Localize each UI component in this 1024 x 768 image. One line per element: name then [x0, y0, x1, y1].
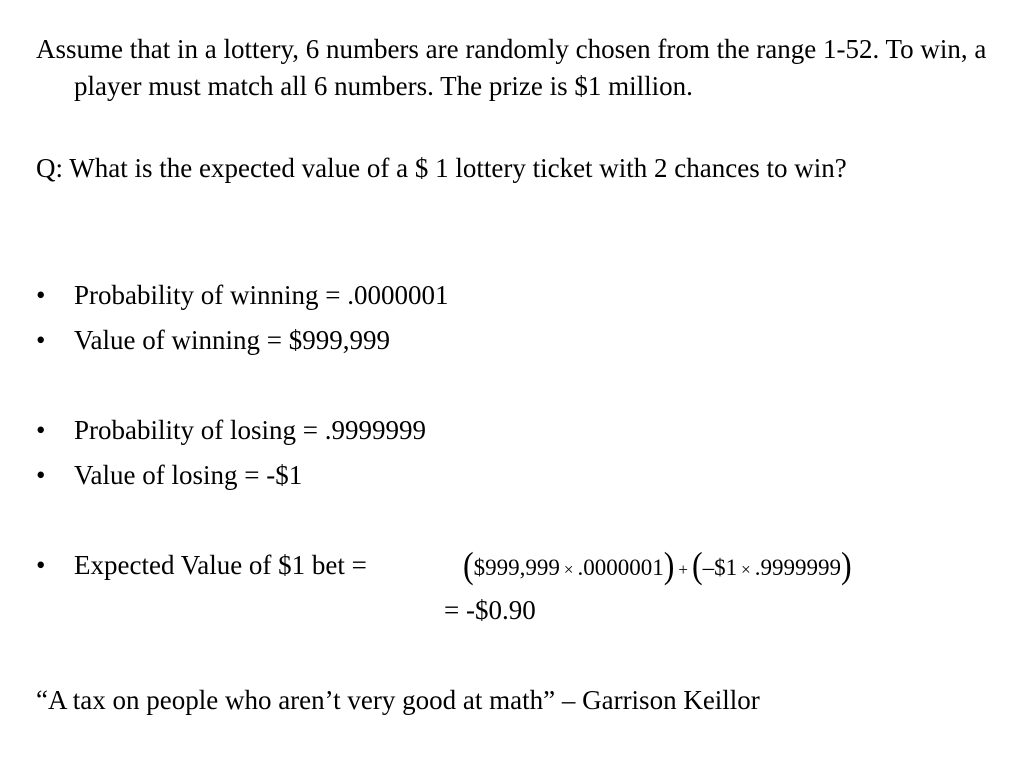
formula-winning-probability: .0000001 — [577, 555, 664, 580]
formula-close-paren: ) — [663, 544, 675, 586]
bullet-text: Probability of winning = .0000001 — [74, 280, 449, 310]
bullet-marker: • — [36, 415, 46, 445]
expected-value-formula — [463, 545, 852, 590]
bullet-text: Value of losing = -$1 — [74, 460, 303, 490]
bullet-marker: • — [36, 280, 46, 310]
bullet-text: Value of winning = $999,999 — [74, 325, 390, 355]
question-paragraph: Q: What is the expected value of a $ 1 lottery ticket with 2 chances to win? — [36, 153, 847, 183]
bullet-marker: • — [36, 550, 46, 580]
bullet-probability-winning — [36, 277, 448, 314]
formula-open-paren: ( — [692, 544, 703, 586]
formula-close-paren: ) — [841, 544, 852, 586]
formula-times-sign: × — [563, 560, 574, 579]
bullet-value-winning — [36, 322, 390, 359]
bullet-expected-value — [36, 547, 367, 584]
bullet-text: Expected Value of $1 bet = — [74, 550, 367, 580]
formula-open-paren: ( — [463, 544, 474, 586]
bullet-marker: • — [36, 460, 46, 490]
formula-times-sign: × — [741, 560, 751, 579]
formula-losing-value: –$1 — [702, 555, 738, 580]
expected-value-result: = -$0.90 — [444, 595, 536, 625]
bullet-text: Probability of losing = .9999999 — [74, 415, 426, 445]
bullet-probability-losing — [36, 412, 426, 449]
formula-winning-value: $999,999 — [473, 555, 560, 580]
bullet-marker: • — [36, 325, 46, 355]
intro-paragraph: Assume that in a lottery, 6 numbers are randomly chosen from the range 1-52. To win, a player must match all 6 numbers. The prize is $1 million. — [36, 34, 987, 101]
formula-plus-sign: + — [678, 560, 688, 579]
bullet-value-losing — [36, 457, 302, 494]
formula-losing-probability: .9999999 — [754, 555, 841, 580]
closing-quote: “A tax on people who aren’t very good at math” – Garrison Keillor — [36, 685, 760, 715]
